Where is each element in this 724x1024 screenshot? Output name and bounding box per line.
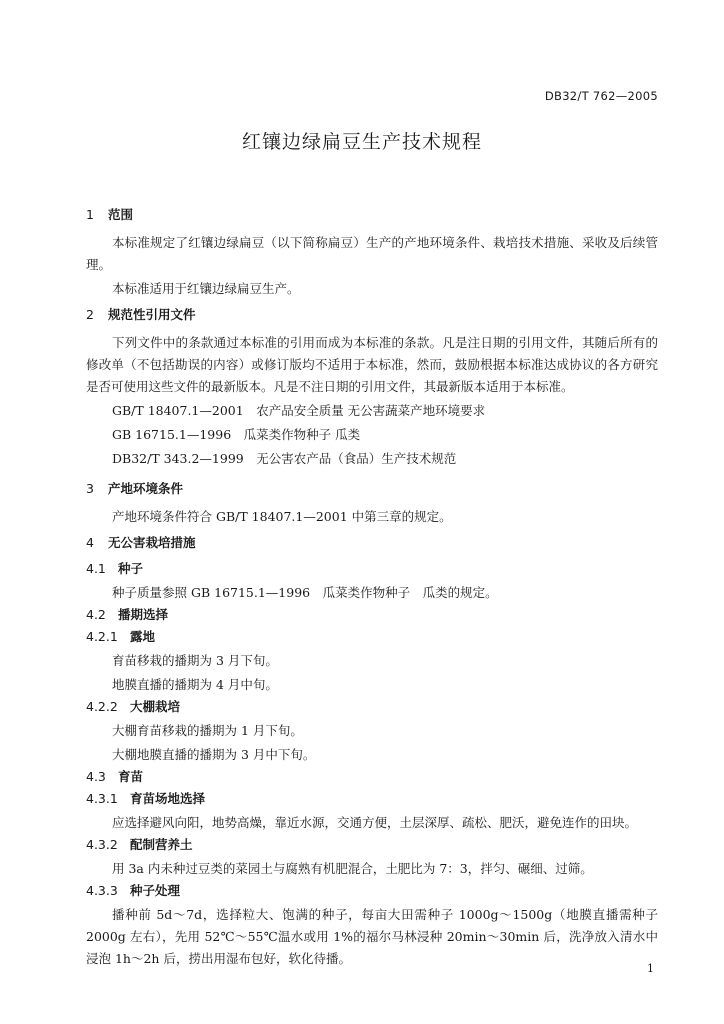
paragraph: 种子质量参照 GB 16715.1—1996 瓜菜类作物种子 瓜类的规定。 [112,585,498,600]
section-title: 露地 [130,629,156,644]
section-title: 配制营养土 [130,837,193,852]
section-number: 1 [86,207,94,222]
section-title: 无公害栽培措施 [108,535,196,550]
section-number: 4.2 [86,607,106,622]
paragraph: 地膜直播的播期为 4 月中旬。 [112,677,278,692]
section-4-heading [86,534,658,552]
standard-code: DB32/T 762—2005 [544,89,658,103]
section-title: 大棚栽培 [130,699,181,714]
reference-item: GB 16715.1—1996 瓜菜类作物种子 瓜类 [112,427,361,442]
document-title: 红镶边绿扁豆生产技术规程 [241,131,482,153]
paragraph: 本标准规定了红镶边绿扁豆（以下简称扁豆）生产的产地环境条件、栽培技术措施、采收及后续管理。 [86,235,658,272]
section-number: 4.1 [86,561,106,576]
section-4-3-1-heading [86,790,658,808]
section-number: 4 [86,535,94,550]
section-number: 2 [86,307,94,322]
section-number: 4.2.2 [86,699,118,714]
section-4-3-3-heading [86,882,658,900]
section-4-2-2-heading [86,698,658,716]
section-4-2-1-heading [86,628,658,646]
section-number: 4.3 [86,769,106,784]
section-3-heading [86,480,658,498]
paragraph: 播种前 5d～7d，选择粒大、饱满的种子，每亩大田需种子 1000g～1500g（地膜直播需种子 2000g 左右），先用 52℃～55℃温水或用 1%的福尔马林浸种 20min～30min 后，洗净放入清水中浸泡 1h～2h 后，捞出用湿布包好，软化待播。 [86,907,658,966]
section-number: 4.3.3 [86,883,118,898]
section-title: 播期选择 [118,607,169,622]
section-2-heading [86,306,658,324]
section-title: 种子 [118,561,144,576]
section-title: 产地环境条件 [108,481,184,496]
section-4-3-2-heading [86,836,658,854]
section-number: 4.3.1 [86,791,118,806]
paragraph: 用 3a 内未种过豆类的菜园土与腐熟有机肥混合，土肥比为 7：3，拌匀、碾细、过筛。 [112,861,593,876]
reference-item: GB/T 18407.1—2001 农产品安全质量 无公害蔬菜产地环境要求 [112,403,486,418]
section-title: 规范性引用文件 [108,307,196,322]
page-number: 1 [647,962,654,975]
paragraph: 下列文件中的条款通过本标准的引用而成为本标准的条款。凡是注日期的引用文件，其随后所有的修改单（不包括勘误的内容）或修订版均不适用于本标准，然而，鼓励根据本标准达成协议的各方研究是否可使用这些文件的最新版本。凡是不注日期的引用文件，其最新版本适用于本标准。 [86,335,658,394]
section-4-1-heading [86,560,658,578]
section-number: 4.3.2 [86,837,118,852]
section-1-heading [86,206,658,224]
section-number: 4.2.1 [86,629,118,644]
section-4-2-heading [86,606,658,624]
section-title: 范围 [108,207,134,222]
paragraph: 应选择避风向阳，地势高燥，靠近水源，交通方便，土层深厚、疏松、肥沃，避免连作的田块。 [112,815,638,830]
section-4-3-heading [86,768,658,786]
document-body [86,206,658,972]
section-title: 种子处理 [130,883,181,898]
reference-item: DB32/T 343.2—1999 无公害农产品（食品）生产技术规范 [112,451,457,466]
section-number: 3 [86,481,94,496]
paragraph: 大棚育苗移栽的播期为 1 月下旬。 [112,723,303,738]
paragraph: 大棚地膜直播的播期为 3 月中下旬。 [112,747,316,762]
paragraph: 育苗移栽的播期为 3 月下旬。 [112,653,278,668]
section-title: 育苗 [118,769,144,784]
paragraph: 本标准适用于红镶边绿扁豆生产。 [112,281,300,296]
paragraph: 产地环境条件符合 GB/T 18407.1—2001 中第三章的规定。 [112,509,452,524]
section-title: 育苗场地选择 [130,791,206,806]
